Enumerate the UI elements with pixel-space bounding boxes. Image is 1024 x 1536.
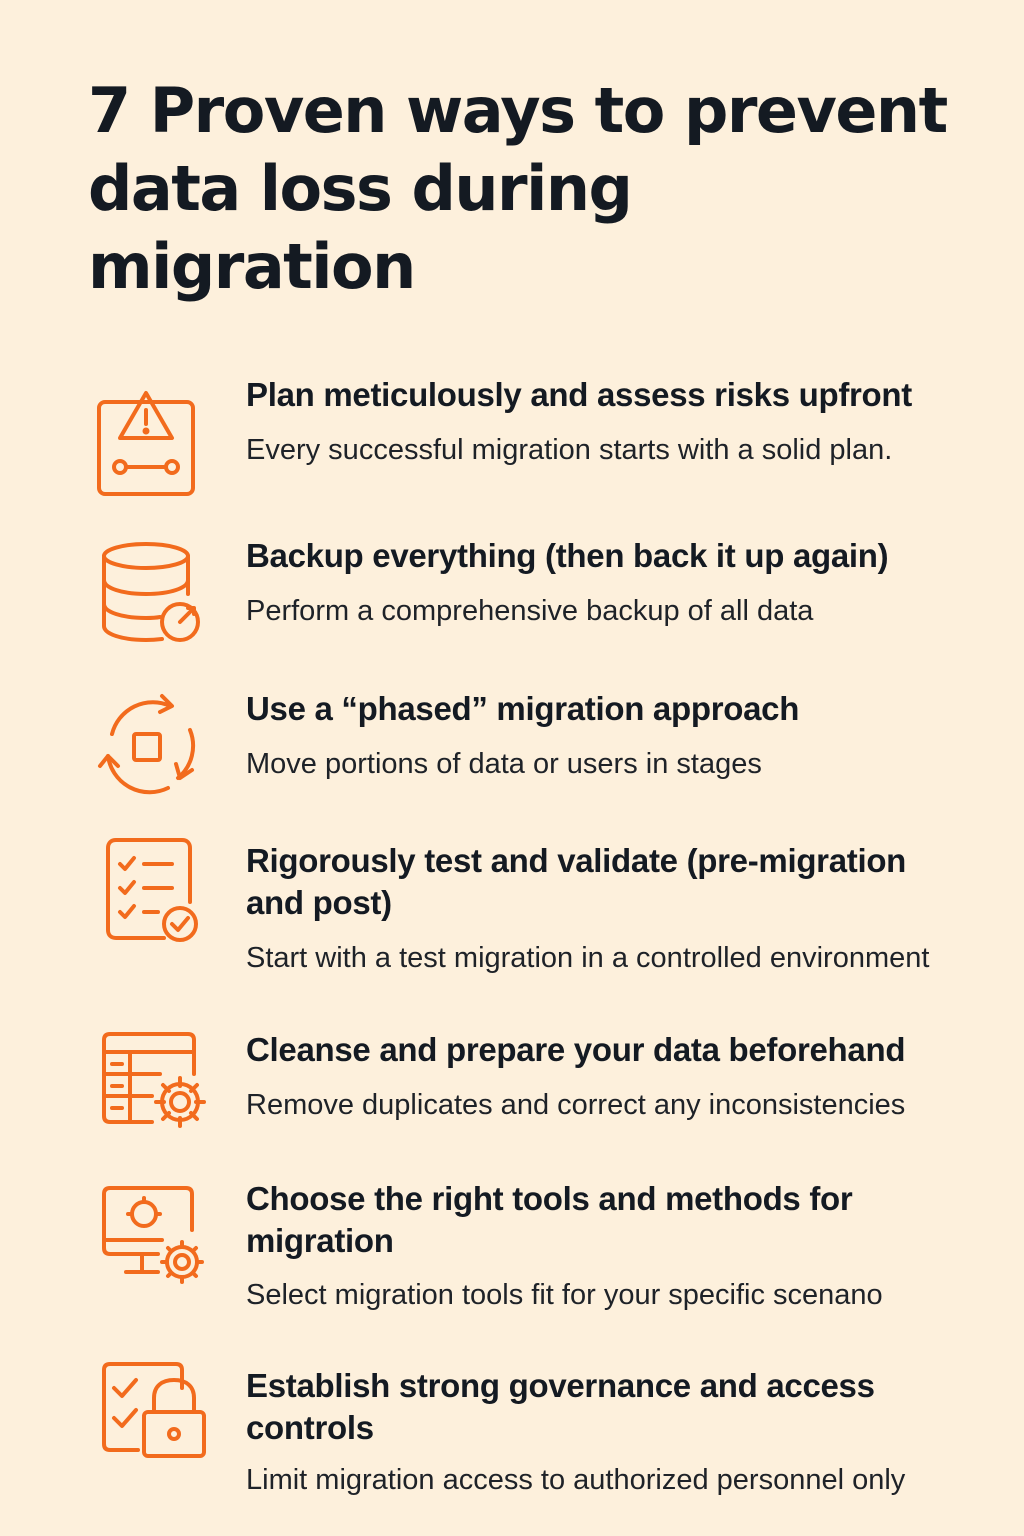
item-description: Remove duplicates and correct any inconsistencies [246,1089,906,1121]
cycle-arrows-icon [96,690,212,806]
item-title: Plan meticulously and assess risks upfront [246,376,912,413]
checklist-lock-icon [96,1358,212,1474]
item-description: Start with a test migration in a controlled environment [246,942,930,974]
item-description: Every successful migration starts with a solid plan. [246,434,893,466]
database-backup-icon [96,538,212,654]
warning-checklist-icon [96,388,212,504]
table-gear-icon [96,1030,212,1146]
item-title: Backup everything (then back it up again) [246,537,889,574]
item-title: Establish strong governance and access controls [246,1367,875,1446]
monitor-gear-icon [96,1182,212,1298]
item-title: Choose the right tools and methods for migration [246,1180,853,1259]
item-title: Use a “phased” migration approach [246,690,800,727]
item-title: Rigorously test and validate (pre-migration and post) [246,842,907,921]
checklist-validate-icon [96,836,212,952]
item-description: Perform a comprehensive backup of all data [246,595,814,627]
item-description: Move portions of data or users in stages [246,748,762,780]
page-title: 7 Proven ways to prevent data loss during migration [88,74,947,303]
item-description: Select migration tools fit for your specific scenano [246,1279,883,1311]
item-title: Cleanse and prepare your data beforehand [246,1031,906,1068]
item-description: Limit migration access to authorized personnel only [246,1464,906,1496]
